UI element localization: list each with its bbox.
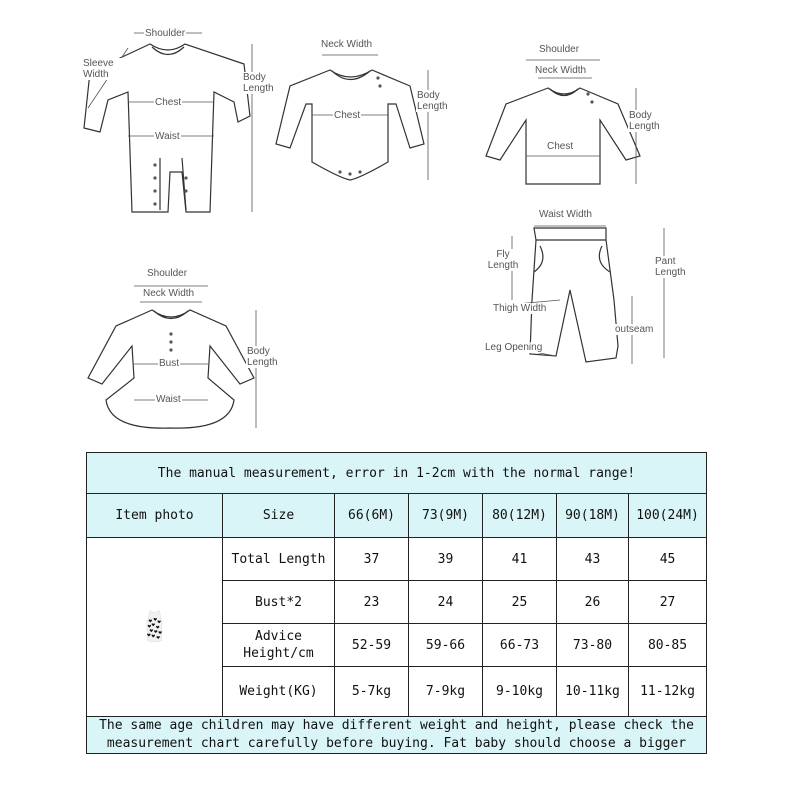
- top-shoulder-label: Shoulder: [539, 44, 580, 55]
- dress-waist-label: Waist: [156, 394, 181, 405]
- bodysuit-chest-label: Chest: [334, 110, 361, 121]
- table-cell: 27: [629, 581, 707, 624]
- top-body-length-label: Body Length: [628, 110, 664, 132]
- item-photo: [87, 604, 222, 646]
- table-cell: 41: [483, 538, 557, 581]
- bodysuit-neck-width-label: Neck Width: [321, 39, 373, 50]
- pants-fly-length-label: Fly Length: [482, 249, 524, 271]
- row-label: Bust*2: [223, 581, 335, 624]
- pants-waist-width-label: Waist Width: [539, 209, 592, 220]
- table-cell: 24: [409, 581, 483, 624]
- table-cell: 80-85: [629, 624, 707, 667]
- table-cell: 10-11kg: [557, 667, 629, 717]
- table-footer-note: The same age children may have different weight and height, please check the measurement chart carefully before buying. Fat baby should choose a bigger: [87, 717, 707, 754]
- table-cell: 37: [335, 538, 409, 581]
- romper-body-length-label: Body Length: [243, 72, 274, 94]
- table-cell: 52-59: [335, 624, 409, 667]
- bodysuit-body-length-label: Body Length: [416, 90, 458, 112]
- size-column-header: 90(18M): [557, 494, 629, 538]
- romper-chest-label: Chest: [155, 97, 182, 108]
- top-drawing: [486, 60, 640, 184]
- size-header: Size: [223, 494, 335, 538]
- item-photo-header: Item photo: [87, 494, 223, 538]
- romper-waist-label: Waist: [155, 131, 180, 142]
- pants-leg-opening-label: Leg Opening: [485, 342, 543, 353]
- table-cell: 59-66: [409, 624, 483, 667]
- dress-neck-width-label: Neck Width: [143, 288, 195, 299]
- table-cell: 26: [557, 581, 629, 624]
- dress-bust-label: Bust: [159, 358, 180, 369]
- size-column-header: 66(6M): [335, 494, 409, 538]
- romper-sleeve-width-label: Sleeve Width: [82, 58, 124, 80]
- item-photo-cell: [87, 538, 223, 717]
- pants-outseam-label: outseam: [615, 324, 654, 335]
- table-cell: 39: [409, 538, 483, 581]
- row-label: Advice Height/cm: [223, 624, 335, 667]
- table-cell: 23: [335, 581, 409, 624]
- table-cell: 45: [629, 538, 707, 581]
- pants-thigh-width-label: Thigh Width: [493, 303, 547, 314]
- dress-body-length-label: Body Length: [246, 346, 288, 368]
- table-title: The manual measurement, error in 1-2cm with the normal range!: [87, 453, 707, 494]
- row-label: Weight(KG): [223, 667, 335, 717]
- size-chart-table: [86, 452, 707, 754]
- top-chest-label: Chest: [547, 141, 574, 152]
- table-cell: 5-7kg: [335, 667, 409, 717]
- table-cell: 25: [483, 581, 557, 624]
- row-label: Total Length: [223, 538, 335, 581]
- pants-pant-length-label: Pant Length: [654, 256, 696, 278]
- size-column-header: 100(24M): [629, 494, 707, 538]
- table-cell: 66-73: [483, 624, 557, 667]
- top-neck-width-label: Neck Width: [535, 65, 587, 76]
- size-column-header: 73(9M): [409, 494, 483, 538]
- romper-shoulder-label: Shoulder: [145, 28, 186, 39]
- table-cell: 43: [557, 538, 629, 581]
- table-cell: 9-10kg: [483, 667, 557, 717]
- table-cell: 11-12kg: [629, 667, 707, 717]
- table-cell: 73-80: [557, 624, 629, 667]
- table-cell: 7-9kg: [409, 667, 483, 717]
- size-column-header: 80(12M): [483, 494, 557, 538]
- dress-shoulder-label: Shoulder: [147, 268, 188, 279]
